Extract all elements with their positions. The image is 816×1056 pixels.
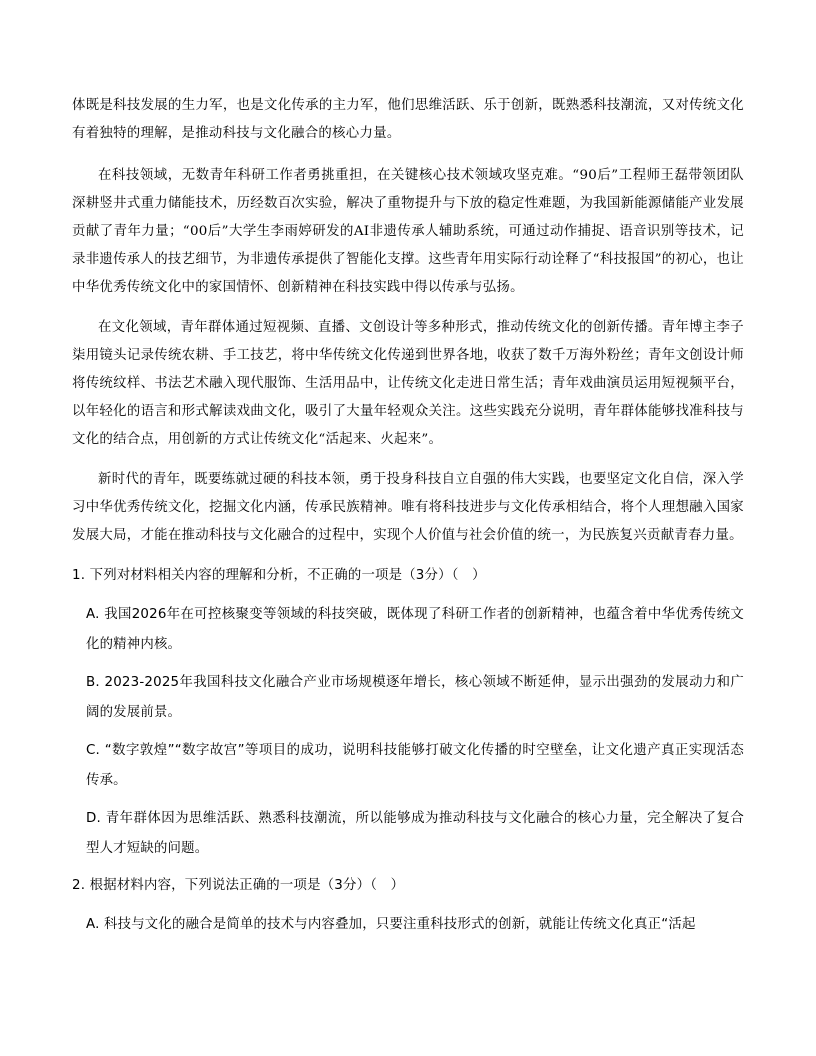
paragraph-tech-field: 在科技领域，无数青年科研工作者勇挑重担，在关键核心技术领域攻坚克难。“90后”工程师王磊带领团队深耕竖井式重力储能技术，历经数百次实验，解决了重物提升与下放的稳定性难题，为我国新能源储能产业发展贡献了青年力量；“00后”大学生李雨婷研发的AI非遗传承人辅助系统，可通过动作捕捉、语音识别等技术，记录非遗传承人的技艺细节，为非遗传承提供了智能化支撑。这些青年用实际行动诠释了“科技报国”的初心，也让中华优秀传统文化中的家国情怀、创新精神在科技实践中得以传承与弘扬。 xyxy=(72,168,744,295)
option-a: A. 科技与文化的融合是简单的技术与内容叠加，只要注重科技形式的创新，就能让传统文化真正“活起 xyxy=(86,917,696,932)
paragraph-youth-intro: 体既是科技发展的生力军，也是文化传承的主力军，他们思维活跃、乐于创新，既熟悉科技潮流，又对传统文化有着独特的理解，是推动科技与文化融合的核心力量。 xyxy=(72,98,744,141)
option-a: A. 我国2026年在可控核聚变等领域的科技突破，既体现了科研工作者的创新精神，也蕴含着中华优秀传统文化的精神内核。 xyxy=(86,607,744,652)
question-stem: 1. 下列对材料相关内容的理解和分析，不正确的一项是（3分）（ ） xyxy=(72,568,486,583)
paragraph-new-era-youth: 新时代的青年，既要练就过硬的科技本领，勇于投身科技自立自强的伟大实践，也要坚定文化自信，深入学习中华优秀传统文化，挖掘文化内涵，传承民族精神。唯有将科技进步与文化传承相结合，将个人理想融入国家发展大局，才能在推动科技与文化融合的过程中，实现个人价值与社会价值的统一，为民族复兴贡献青春力量。 xyxy=(72,472,744,543)
question-2 xyxy=(72,872,744,940)
option-c: C. “数字敦煌”“数字故宫”等项目的成功，说明科技能够打破文化传播的时空壁垒，让文化遗产真正实现活态传承。 xyxy=(86,743,744,788)
option-d: D. 青年群体因为思维活跃、熟悉科技潮流，所以能够成为推动科技与文化融合的核心力量，完全解决了复合型人才短缺的问题。 xyxy=(86,811,744,856)
question-stem: 2. 根据材料内容，下列说法正确的一项是（3分）（ ） xyxy=(72,878,405,893)
paragraph-culture-field: 在文化领域，青年群体通过短视频、直播、文创设计等多种形式，推动传统文化的创新传播。青年博主李子柒用镜头记录传统农耕、手工技艺，将中华传统文化传递到世界各地，收获了数千万海外粉丝；青年文创设计师将传统纹样、书法艺术融入现代服饰、生活用品中，让传统文化走进日常生活；青年戏曲演员运用短视频平台，以年轻化的语言和形式解读戏曲文化，吸引了大量年轻观众关注。这些实践充分说明，青年群体能够找准科技与文化的结合点，用创新的方式让传统文化“活起来、火起来”。 xyxy=(72,320,744,447)
question-1 xyxy=(72,562,744,864)
option-b: B. 2023-2025年我国科技文化融合产业市场规模逐年增长，核心领域不断延伸，显示出强劲的发展动力和广阔的发展前景。 xyxy=(86,675,744,720)
